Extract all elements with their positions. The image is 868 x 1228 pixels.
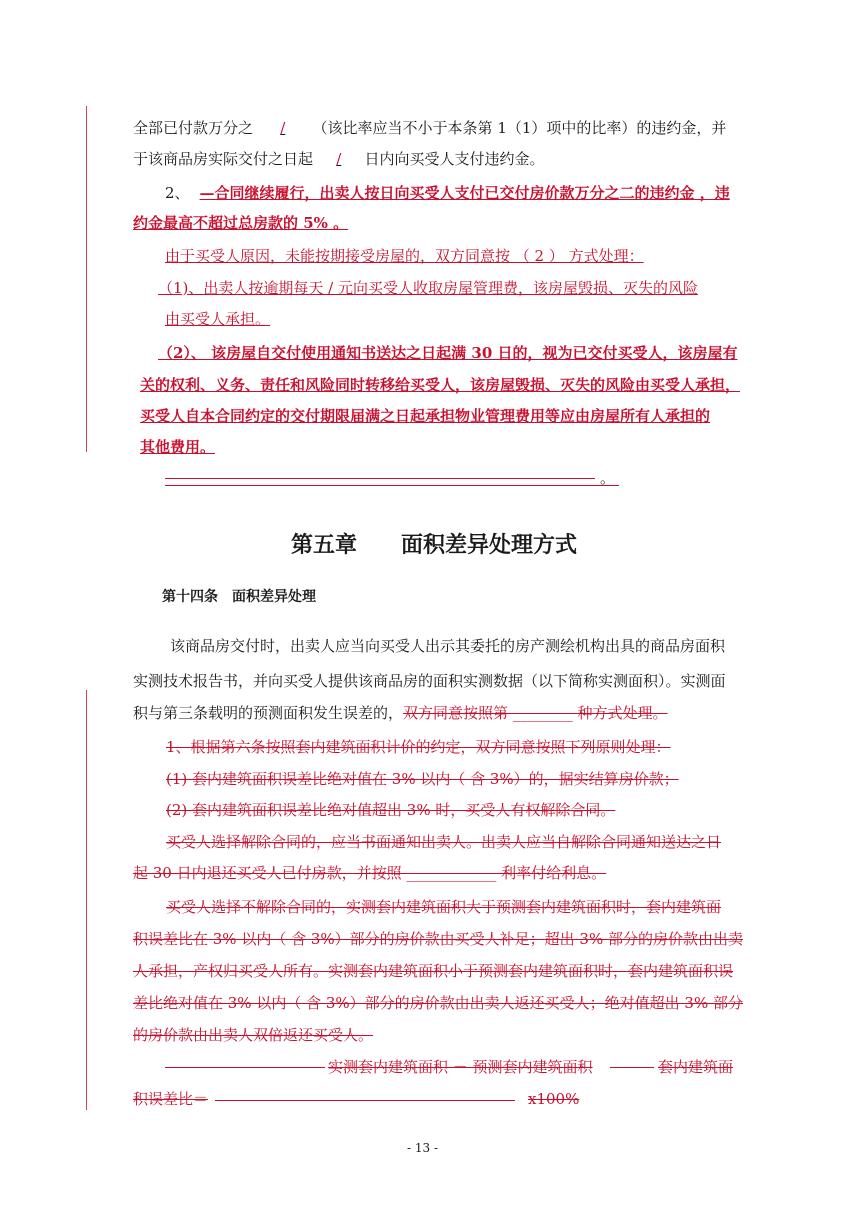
deleted-text: 人承担，产权归买受人所有。实测套内建筑面积小于预测套内建筑面积时，套内建筑面积误 xyxy=(133,962,734,980)
deleted-text: 起 30 日内退还买受人已付房款，并按照 ____________ 利率付给利息。 xyxy=(133,864,607,882)
formula-numerator: 实测套内建筑面积 － 预测套内建筑面积 xyxy=(328,1058,593,1076)
formula-label: 积误差比＝ xyxy=(133,1090,209,1108)
deleted-text: 积误差比在 3% 以内（ 含 3%）部分的房价款由买受人补足；超出 3% 部分的房价款由出卖 xyxy=(133,930,744,948)
deleted-text: 的房价款由出卖人双倍返还买受人。 xyxy=(133,1026,374,1044)
fill-in-blank: / xyxy=(336,150,342,168)
deleted-text: (2) 套内建筑面积误差比绝对值超出 3% 时，买受人有权解除合同。 xyxy=(166,801,616,819)
formula-multiplier: x100% xyxy=(528,1090,580,1108)
paragraph-line: 积与第三条载明的预测面积发生误差的，双方同意按照第 ________ 种方式处理。 xyxy=(133,704,668,722)
inserted-text: 其他费用。 xyxy=(140,438,216,456)
fraction-bar xyxy=(215,1100,515,1101)
deleted-text: (1) 套内建筑面积误差比绝对值在 3% 以内（ 含 3%）的，据实结算房价款； xyxy=(166,770,679,788)
deleted-text: 差比绝对值在 3% 以内（ 含 3%）部分的房价款由出卖人返还买受人；绝对值超出 3% 部分 xyxy=(133,994,744,1012)
deleted-rule xyxy=(165,1067,325,1068)
fill-in-blank: / xyxy=(280,119,286,137)
page-number: - 13 - xyxy=(407,1141,439,1155)
deleted-text: 买受人选择解除合同的，应当书面通知出卖人。出卖人应当自解除合同通知送达之日 xyxy=(166,833,722,851)
inserted-text: （1)、出卖人按逾期每天 / 元向买受人收取房屋管理费，该房屋毁损、灭失的风险 xyxy=(158,279,698,297)
paragraph-line: 于该商品房实际交付之日起 / 日内向买受人支付违约金。 xyxy=(133,150,545,168)
inserted-text: 由买受人承担。 xyxy=(165,310,271,328)
deleted-rule xyxy=(610,1067,654,1068)
inserted-text: 关的权利、义务、责任和风险同时转移给买受人，该房屋毁损、灭失的风险由买受人承担， xyxy=(140,376,741,394)
revision-bar xyxy=(86,106,87,452)
inserted-text: 约金最高不超过总房款的 5% 。 xyxy=(133,214,349,232)
paragraph-line: 实测技术报告书，并向买受人提供该商品房的面积实测数据（以下简称实测面积）。实测面 xyxy=(133,672,726,690)
inserted-text: （2）、 该房屋自交付使用通知书送达之日起满 30 日的，视为已交付买受人，该房屋有 xyxy=(158,344,738,362)
revision-bar xyxy=(86,690,87,1110)
deleted-text: 买受人选择不解除合同的，实测套内建筑面积大于预测套内建筑面积时，套内建筑面 xyxy=(166,898,722,916)
trailing-period: 。 xyxy=(600,469,616,487)
formula-label: 套内建筑面 xyxy=(658,1058,734,1076)
inserted-text: 买受人自本合同约定的交付期限届满之日起承担物业管理费用等应由房屋所有人承担的 xyxy=(140,407,711,425)
article-heading: 第十四条 面积差异处理 xyxy=(162,589,316,605)
deleted-rule xyxy=(165,485,619,486)
deleted-rule xyxy=(165,478,595,479)
inserted-text: —合同继续履行，出卖人按日向买受人支付已交付房价款万分之二的违约金 ，违 xyxy=(199,184,730,202)
inserted-text: 由于买受人原因，未能按期接受房屋的，双方同意按 （ 2 ） 方式处理： xyxy=(165,247,644,265)
deleted-text: 双方同意按照第 ________ 种方式处理。 xyxy=(403,704,668,722)
paragraph-line: 2、 —合同继续履行，出卖人按日向买受人支付已交付房价款万分之二的违约金 ，违 xyxy=(165,184,730,202)
paragraph-line: 该商品房交付时，出卖人应当向买受人出示其委托的房产测绘机构出具的商品房面积 xyxy=(170,637,726,655)
deleted-text: 1、根据第六条按照套内建筑面积计价的约定，双方同意按照下列原则处理： xyxy=(166,738,671,756)
paragraph-line: 全部已付款万分之 / （该比率应当不小于本条第 1（1）项中的比率）的违约金，并 xyxy=(133,119,727,137)
chapter-heading: 第五章 面积差异处理方式 xyxy=(291,532,578,558)
